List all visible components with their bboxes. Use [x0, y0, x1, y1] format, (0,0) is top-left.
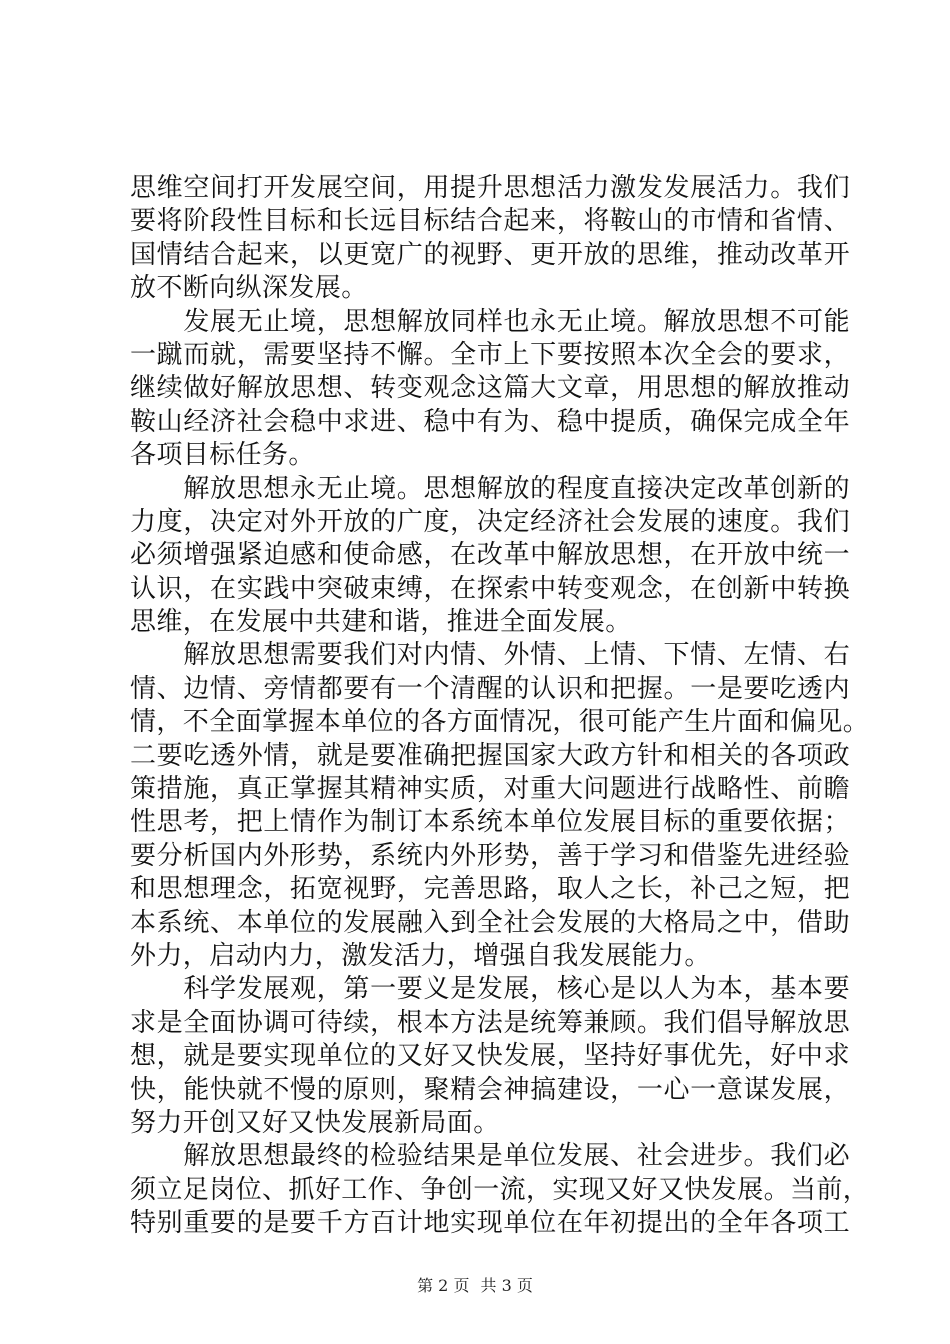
text-line: 继续做好解放思想、转变观念这篇大文章，用思想的解放推动	[130, 373, 850, 404]
text-line: 外力，启动内力，激发活力，增强自我发展能力。	[130, 940, 711, 971]
text-line: 科学发展观，第一要义是发展，核心是以人为本，基本要	[130, 974, 850, 1005]
text-line: 解放思想需要我们对内情、外情、上情、下情、左情、右	[130, 640, 850, 671]
text-line: 和思想理念，拓宽视野，完善思路，取人之长，补己之短，把	[130, 874, 850, 905]
text-line: 想，就是要实现单位的又好又快发展，坚持好事优先，好中求	[130, 1041, 850, 1072]
text-line: 性思考，把上情作为制订本系统本单位发展目标的重要依据；	[130, 807, 850, 838]
text-line: 要将阶段性目标和长远目标结合起来，将鞍山的市情和省情、	[130, 206, 850, 237]
text-line: 力度，决定对外开放的广度，决定经济社会发展的速度。我们	[130, 506, 850, 537]
text-line: 思维，在发展中共建和谐，推进全面发展。	[130, 607, 632, 638]
text-line: 情、边情、旁情都要有一个清醒的认识和把握。一是要吃透内	[130, 673, 850, 704]
text-line: 解放思想永无止境。思想解放的程度直接决定改革创新的	[130, 473, 850, 504]
text-line: 鞍山经济社会稳中求进、稳中有为、稳中提质，确保完成全年	[130, 406, 850, 437]
text-line: 要分析国内外形势，系统内外形势，善于学习和借鉴先进经验	[130, 840, 850, 871]
text-line: 特别重要的是要千方百计地实现单位在年初提出的全年各项工	[130, 1208, 850, 1239]
page-footer	[0, 1276, 950, 1296]
document-body	[130, 172, 870, 1241]
text-line: 思维空间打开发展空间，用提升思想活力激发发展活力。我们	[130, 173, 850, 203]
text-line: 须立足岗位、抓好工作、争创一流，实现又好又快发展。当前，	[130, 1174, 870, 1205]
text-line: 二要吃透外情，就是要准确把握国家大政方针和相关的各项政	[130, 740, 850, 771]
text-line: 策措施，真正掌握其精神实质，对重大问题进行战略性、前瞻	[130, 774, 850, 805]
text-line: 各项目标任务。	[130, 440, 315, 471]
text-line: 情，不全面掌握本单位的各方面情况，很可能产生片面和偏见。	[130, 707, 870, 738]
page-total: 共 3 页	[480, 1276, 533, 1295]
text-line: 本系统、本单位的发展融入到全社会发展的大格局之中，借助	[130, 907, 850, 938]
text-line: 快，能快就不慢的原则，聚精会神搞建设，一心一意谋发展，	[130, 1074, 850, 1105]
text-line: 求是全面协调可待续，根本方法是统筹兼顾。我们倡导解放思	[130, 1007, 850, 1038]
page-number: 第 2 页	[417, 1276, 470, 1295]
text-line: 认识，在实践中突破束缚，在探索中转变观念，在创新中转换	[130, 573, 850, 604]
text-line: 努力开创又好又快发展新局面。	[130, 1107, 500, 1138]
text-line: 国情结合起来，以更宽广的视野、更开放的思维，推动改革开	[130, 239, 850, 270]
text-line: 放不断向纵深发展。	[130, 273, 368, 304]
text-line: 解放思想最终的检验结果是单位发展、社会进步。我们必	[130, 1141, 850, 1172]
text-line: 发展无止境，思想解放同样也永无止境。解放思想不可能	[130, 306, 850, 337]
text-line: 一蹴而就，需要坚持不懈。全市上下要按照本次全会的要求，	[130, 339, 850, 370]
text-line: 必须增强紧迫感和使命感，在改革中解放思想，在开放中统一	[130, 540, 850, 571]
